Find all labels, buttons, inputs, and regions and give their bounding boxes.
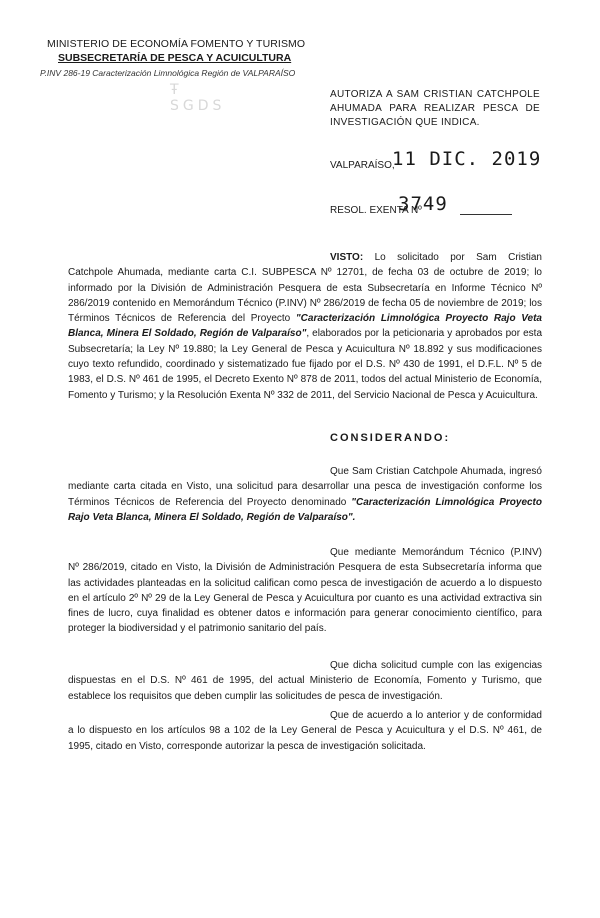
visto-paragraph [68,250,542,403]
considerando-3 [68,658,542,704]
subsecretaria-heading: SUBSECRETARÍA DE PESCA Y ACUICULTURA [58,52,292,64]
considerando-heading: CONSIDERANDO: [330,432,451,444]
considerando-1 [68,464,542,525]
considerando-2-text: Que mediante Memorándum Técnico (P.INV) Nº 286/2019, citado en Visto, la División de Administración Pesquera de esta Subsecretaría informa que las actividades planteadas en la solicitud califican como pesca de investigación de acuerdo a lo dispuesto en el artículo 2º Nº 29 de la Ley General de Pesca y Acuicultura por cuanto es una actividad extractiva sin fines de lucro, cuya finalidad es obtener datos e información para generar conocimiento científico, para proteger la biodiversidad y el patrimonio sanitario del país. [68,547,542,635]
considerando-2 [68,545,542,637]
resolution-date: 11 DIC. 2019 [392,148,542,170]
considerando-3-text: Que dicha solicitud cumple con las exigencias dispuestas en el D.S. Nº 461 de 1995, del actual Ministerio de Economía, Fomento y Turismo, que establece los requisitos que deben cumplir las solicitudes de pesca de investigación. [68,660,542,702]
faded-stamp: Ŧ SGDS [170,82,226,114]
considerando-1-text: Que Sam Cristian Catchpole Ahumada, ingresó mediante carta citada en Visto, una solicitud para desarrollar una pesca de investigación conforme los Términos Técnicos de Referencia del Proyecto denominado [68,466,542,508]
project-reference: P.INV 286-19 Caracterización Limnológica Región de VALPARAÍSO [40,68,296,78]
considerando-1-project: "Caracterización Limnológica Proyecto Rajo Veta Blanca, Minera El Soldado, Región de Valparaíso". [68,496,542,523]
visto-label: VISTO: [330,252,364,263]
resolution-number-underline [460,214,512,215]
visto-project-name: "Caracterización Limnológica Proyecto Rajo Veta Blanca, Minera El Soldado, Región de Valparaíso" [68,313,542,340]
resolution-subject: AUTORIZA A SAM CRISTIAN CATCHPOLE AHUMADA PARA REALIZAR PESCA DE INVESTIGACIÓN QUE INDICA. [330,89,540,128]
place-label: VALPARAÍSO, [330,160,395,171]
considerando-4 [68,708,542,754]
visto-text-b: , elaborados por la peticionaria y aprobados por esta Subsecretaría; la Ley Nº 19.880; la Ley General de Pesca y Acuicultura Nº 18.892 y sus modificaciones cuyo texto refundido, coordinado y sistematizado fue fijado por el D.S. Nº 430 de 1991, el D.F.L. Nº 5 de 1983, el D.S. Nº 461 de 1995, el Decreto Exento Nº 878 de 2011, todos del actual Ministerio de Economía, Fomento y Turismo; y la Resolución Exenta Nº 332 de 2011, del Servicio Nacional de Pesca y Acuicultura. [68,328,542,401]
resolution-label: RESOL. EXENTA Nº [330,205,422,216]
visto-text-a: Lo solicitado por Sam Cristian Catchpole Ahumada, mediante carta C.I. SUBPESCA Nº 12701, de fecha 03 de octubre de 2019; lo informado por la División de Administración Pesquera de esta Subsecretaría en Informe Técnico Nº 286/2019 contenido en Memorándum Técnico (P.INV) Nº 286/2019 de fecha 05 de noviembre de 2019; los Términos Técnicos de Referencia del Proyecto [68,252,542,325]
ministry-heading: MINISTERIO DE ECONOMÍA FOMENTO Y TURISMO [47,38,306,50]
resolution-number: 3749 [398,193,448,215]
considerando-4-text: Que de acuerdo a lo anterior y de conformidad a lo dispuesto en los artículos 98 a 102 de la Ley General de Pesca y Acuicultura y el D.S. Nº 461, de 1995, citado en Visto, corresponde autorizar la pesca de investigación solicitada. [68,710,542,752]
